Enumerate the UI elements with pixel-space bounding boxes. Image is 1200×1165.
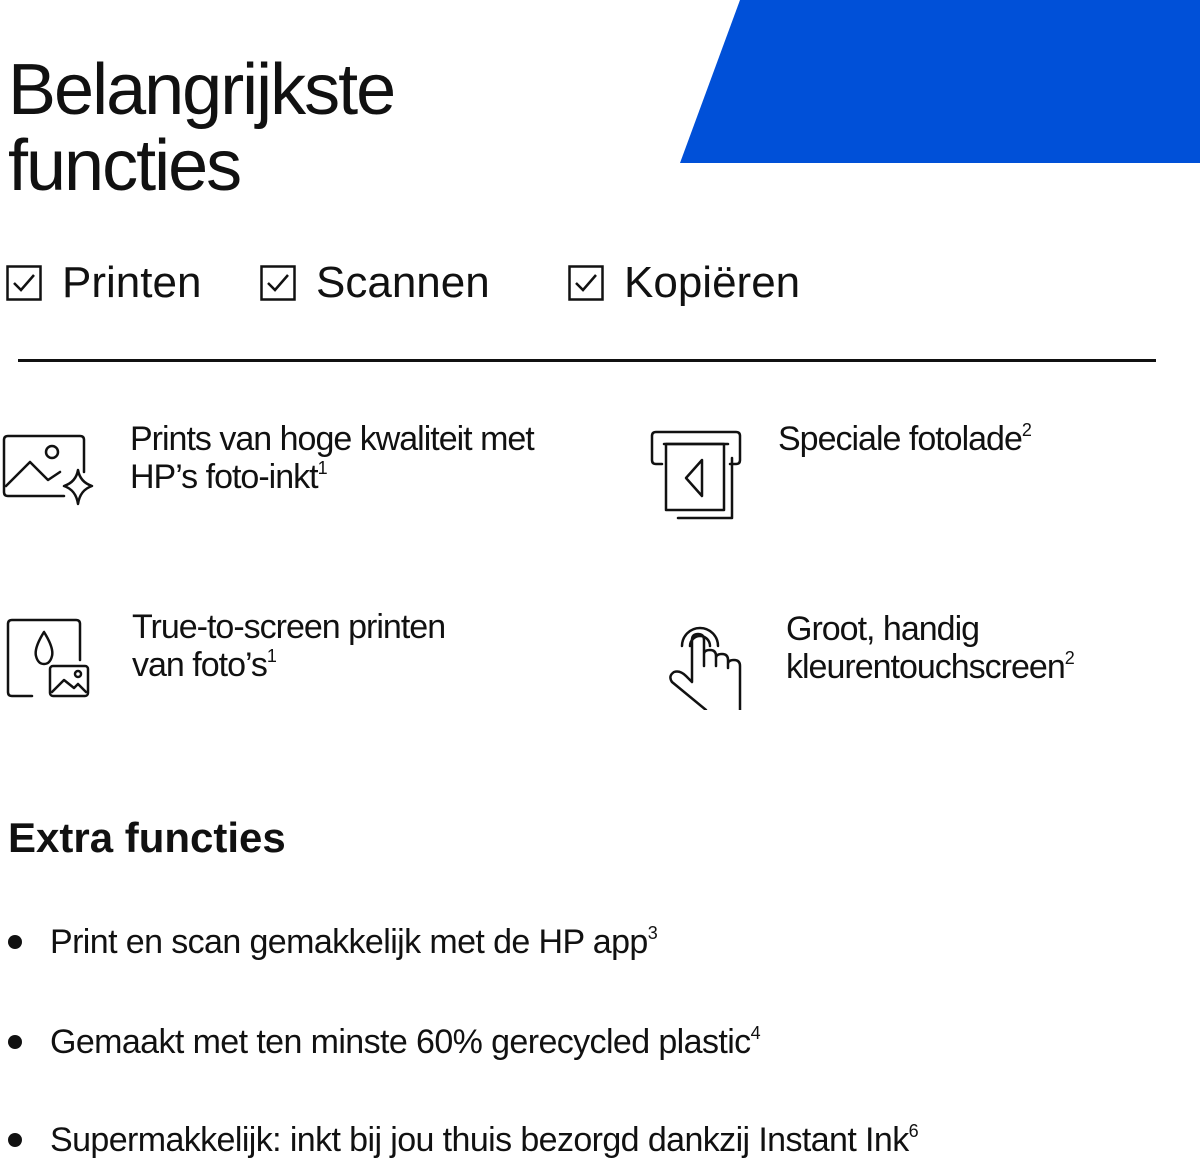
photo-tray-icon (650, 420, 750, 520)
extra-features-title: Extra functies (8, 814, 286, 861)
page-title: Belangrijkste functies (8, 50, 395, 206)
feature-text: True-to-screen printen van $foto’s^1$ (132, 608, 446, 684)
checkbox-checked-icon (260, 265, 296, 301)
list-item: Gemaakt met ten minste 60% gerecycled plastic$^4$ (0, 1020, 760, 1064)
check-scannen (260, 255, 490, 311)
function-checklist (0, 255, 1200, 315)
touch-finger-icon (658, 610, 758, 710)
feature-text: Groot, handig kleurentouchscreen$^2$ (786, 610, 1074, 686)
divider (18, 359, 1156, 362)
feature-touchscreen (658, 610, 1074, 710)
photo-sparkle-icon (2, 420, 102, 520)
bullet-dot-icon (8, 935, 22, 949)
ink-drop-photo-icon (4, 608, 104, 708)
bullet-dot-icon (8, 1035, 22, 1049)
check-label: Kopiëren (624, 258, 801, 307)
feature-text: Speciale fotolade$^2$ (778, 420, 1031, 458)
check-label: Scannen (316, 258, 490, 307)
bullet-dot-icon (8, 1133, 22, 1147)
feature-photo-tray (650, 420, 1031, 520)
feature-true-to-screen (4, 608, 445, 708)
feature-photo-ink (2, 420, 534, 520)
feature-text: Prints van hoge kwaliteit met HP’s foto-inkt$^1$ (130, 420, 534, 496)
list-item: Print en scan gemakkelijk met de HP app$^3$ (0, 920, 657, 964)
check-printen (6, 255, 201, 311)
checkbox-checked-icon (6, 265, 42, 301)
checkbox-checked-icon (568, 265, 604, 301)
check-label: Printen (62, 258, 202, 307)
check-kopieren (568, 255, 800, 311)
list-item: Supermakkelijk: inkt bij jou thuis bezorgd dankzij Instant Ink$^6$ (0, 1118, 918, 1162)
